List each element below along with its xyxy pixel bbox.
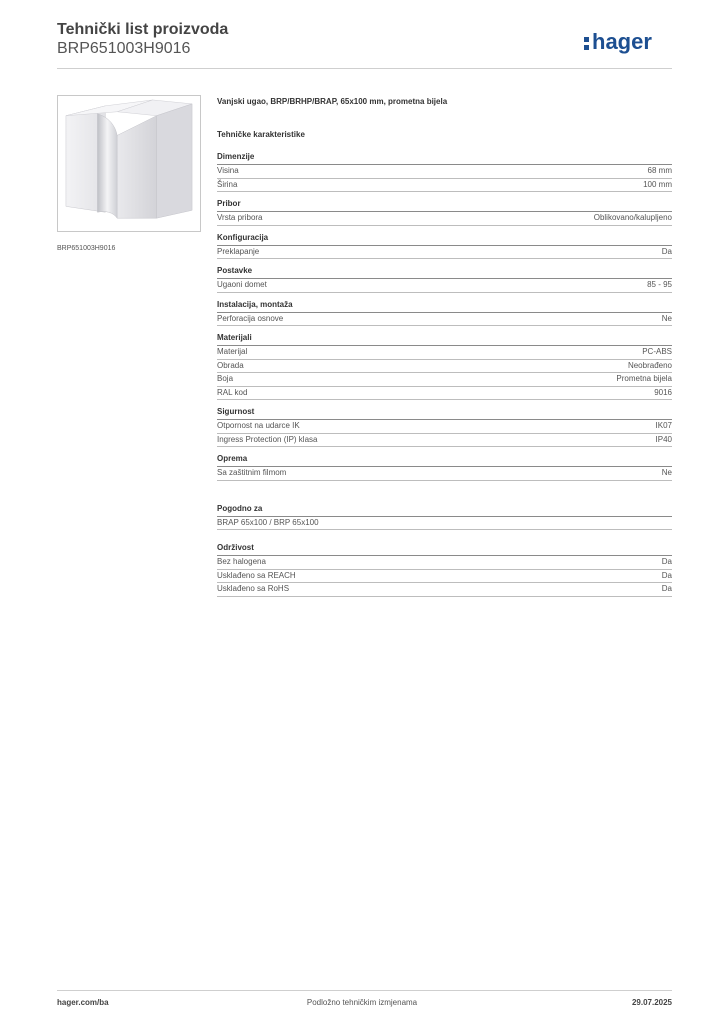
spec-label: Otpornost na udarce IK: [217, 421, 300, 430]
section-title-settings: Postavke: [217, 259, 672, 279]
spec-row: [217, 517, 672, 531]
spec-value: Neobrađeno: [627, 360, 672, 370]
footer-date: 29.07.2025: [631, 998, 672, 1007]
spec-value: Da: [661, 584, 672, 593]
spec-label: Ingress Protection (IP) klasa: [217, 434, 318, 444]
product-illustration: [58, 96, 200, 231]
spec-row: [217, 570, 672, 584]
spec-row: [217, 246, 672, 260]
spec-value: IP40: [655, 434, 672, 444]
spec-label: Preklapanje: [217, 246, 260, 256]
spec-value: Oblikovano/kalupljeno: [593, 213, 672, 222]
spec-row: [217, 387, 672, 401]
spec-row: [217, 346, 672, 360]
footer-note: Podložno tehničkim izmjenama: [306, 998, 418, 1007]
spec-value: IK07: [655, 421, 672, 430]
spec-row: [217, 556, 672, 570]
section-title-installation: Instalacija, montaža: [217, 293, 672, 313]
spec-row: [217, 373, 672, 387]
spec-label: Ugaoni domet: [217, 280, 267, 289]
spec-row: [217, 434, 672, 448]
spec-row: [217, 212, 672, 226]
spec-label: Usklađeno sa RoHS: [217, 584, 290, 593]
section-title-materials: Materijali: [217, 326, 672, 346]
spec-label: Boja: [217, 374, 234, 383]
spec-label: Vrsta pribora: [217, 213, 263, 222]
spec-label: Širina: [217, 179, 238, 189]
spec-value: 9016: [654, 387, 672, 397]
spec-value: Ne: [661, 468, 672, 477]
tech-characteristics-heading: Tehničke karakteristike: [217, 130, 305, 139]
hager-logo[interactable]: [582, 26, 672, 56]
spec-value: Da: [661, 557, 672, 566]
spec-value: 68 mm: [647, 166, 672, 175]
footer-website-link[interactable]: hager.com/ba: [57, 998, 109, 1007]
spec-value: Prometna bijela: [616, 374, 672, 383]
section-title-configuration: Konfiguracija: [217, 226, 672, 246]
spec-label: Materijal: [217, 347, 248, 356]
spec-value: 85 - 95: [647, 280, 672, 289]
spec-row: [217, 165, 672, 179]
header-divider: [57, 68, 672, 69]
spec-content: [217, 97, 672, 597]
spec-label: Obrada: [217, 360, 244, 370]
section-title-equipment: Oprema: [217, 447, 672, 467]
spec-label: Bez halogena: [217, 557, 266, 566]
section-title-accessories: Pribor: [217, 192, 672, 212]
spec-row: [217, 179, 672, 193]
spec-label: RAL kod: [217, 387, 248, 397]
footer-divider: [57, 990, 672, 991]
spec-row: [217, 279, 672, 293]
section-title-safety: Sigurnost: [217, 400, 672, 420]
product-description: Vanjski ugao, BRP/BRHP/BRAP, 65x100 mm, prometna bijela: [217, 97, 448, 106]
image-caption: BRP651003H9016: [57, 245, 116, 252]
spec-label: Perforacija osnove: [217, 313, 284, 323]
section-title-dimensions: Dimenzije: [217, 145, 672, 165]
spec-value: 100 mm: [643, 179, 672, 189]
spec-label: BRAP 65x100 / BRP 65x100: [217, 517, 319, 527]
section-title-suitable-for: Pogodno za: [217, 497, 672, 517]
page-title: Tehnički list proizvoda: [57, 21, 229, 38]
product-code: BRP651003H9016: [57, 40, 191, 57]
logo-dot-bottom: [584, 45, 589, 50]
logo-dot-top: [584, 37, 589, 42]
product-image: [57, 95, 201, 232]
section-title-sustainability: Održivost: [217, 536, 672, 556]
spec-value: Da: [661, 246, 672, 256]
spec-label: Sa zaštitnim filmom: [217, 468, 287, 477]
spec-row: [217, 360, 672, 374]
spec-row: [217, 583, 672, 597]
spec-value: PC-ABS: [642, 347, 672, 356]
spec-row: [217, 467, 672, 481]
spec-label: Visina: [217, 166, 239, 175]
spec-value: Da: [661, 570, 672, 580]
spec-value: Ne: [661, 313, 672, 323]
spec-label: Usklađeno sa REACH: [217, 570, 296, 580]
spec-row: [217, 420, 672, 434]
logo-text: hager: [592, 29, 652, 54]
section-gap: [217, 481, 672, 497]
spec-row: [217, 313, 672, 327]
